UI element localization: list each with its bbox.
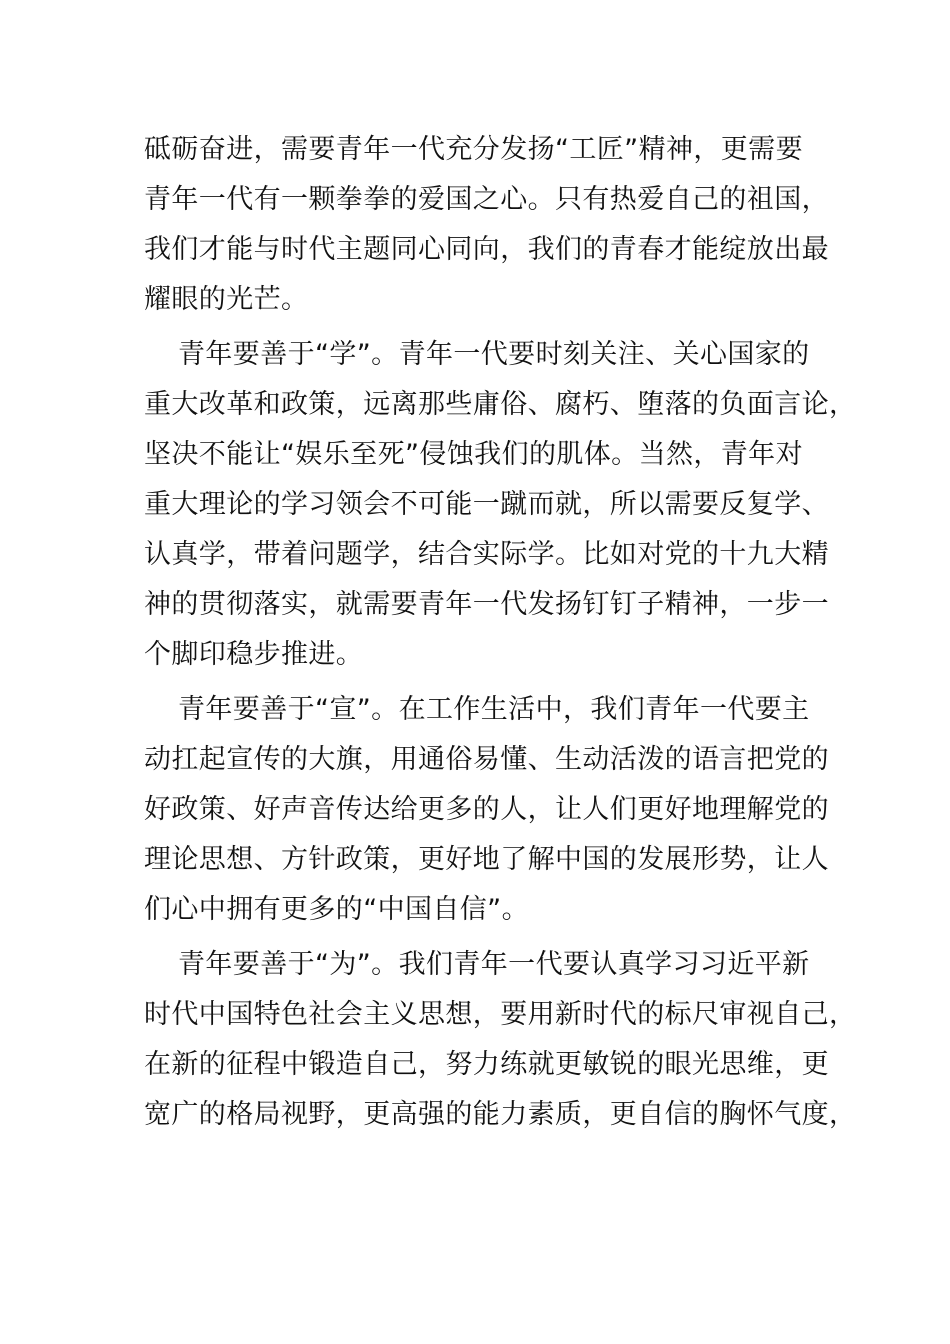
text-line: 砥砺奋进，需要青年一代充分发扬“工匠”精神，更需要 [144, 134, 803, 165]
text-line: 好政策、好声音传达给更多的人，让人们更好地理解党的 [144, 794, 829, 825]
paragraph-first-line: 青年要善于“为”。我们青年一代要认真学习习近平新 [178, 949, 810, 980]
text-line: 们心中拥有更多的“中国自信”。 [144, 894, 529, 925]
text-line: 时代中国特色社会主义思想，要用新时代的标尺审视自己， [144, 999, 857, 1030]
paragraph-first-line: 青年要善于“宣”。在工作生活中，我们青年一代要主 [178, 694, 810, 725]
text-line: 理论思想、方针政策，更好地了解中国的发展形势，让人 [144, 844, 829, 875]
text-line: 重大理论的学习领会不可能一蹴而就，所以需要反复学、 [144, 489, 829, 520]
text-line: 神的贯彻落实，就需要青年一代发扬钉钉子精神，一步一 [144, 589, 829, 620]
text-line: 青年一代有一颗拳拳的爱国之心。只有热爱自己的祖国， [144, 184, 829, 215]
text-line: 个脚印稳步推进。 [144, 639, 364, 670]
paragraph-first-line: 青年要善于“学”。青年一代要时刻关注、关心国家的 [178, 339, 810, 370]
text-line: 坚决不能让“娱乐至死”侵蚀我们的肌体。当然，青年对 [144, 439, 803, 470]
text-line: 在新的征程中锻造自己，努力练就更敏锐的眼光思维，更 [144, 1049, 829, 1080]
text-line: 动扛起宣传的大旗，用通俗易懂、生动活泼的语言把党的 [144, 744, 829, 775]
text-line: 宽广的格局视野，更高强的能力素质，更自信的胸怀气度， [144, 1099, 857, 1130]
text-line: 我们才能与时代主题同心同向，我们的青春才能绽放出最 [144, 234, 829, 265]
text-line: 认真学，带着问题学，结合实际学。比如对党的十九大精 [144, 539, 829, 570]
text-line: 耀眼的光芒。 [144, 284, 309, 315]
text-line: 重大改革和政策，远离那些庸俗、腐朽、堕落的负面言论， [144, 389, 857, 420]
